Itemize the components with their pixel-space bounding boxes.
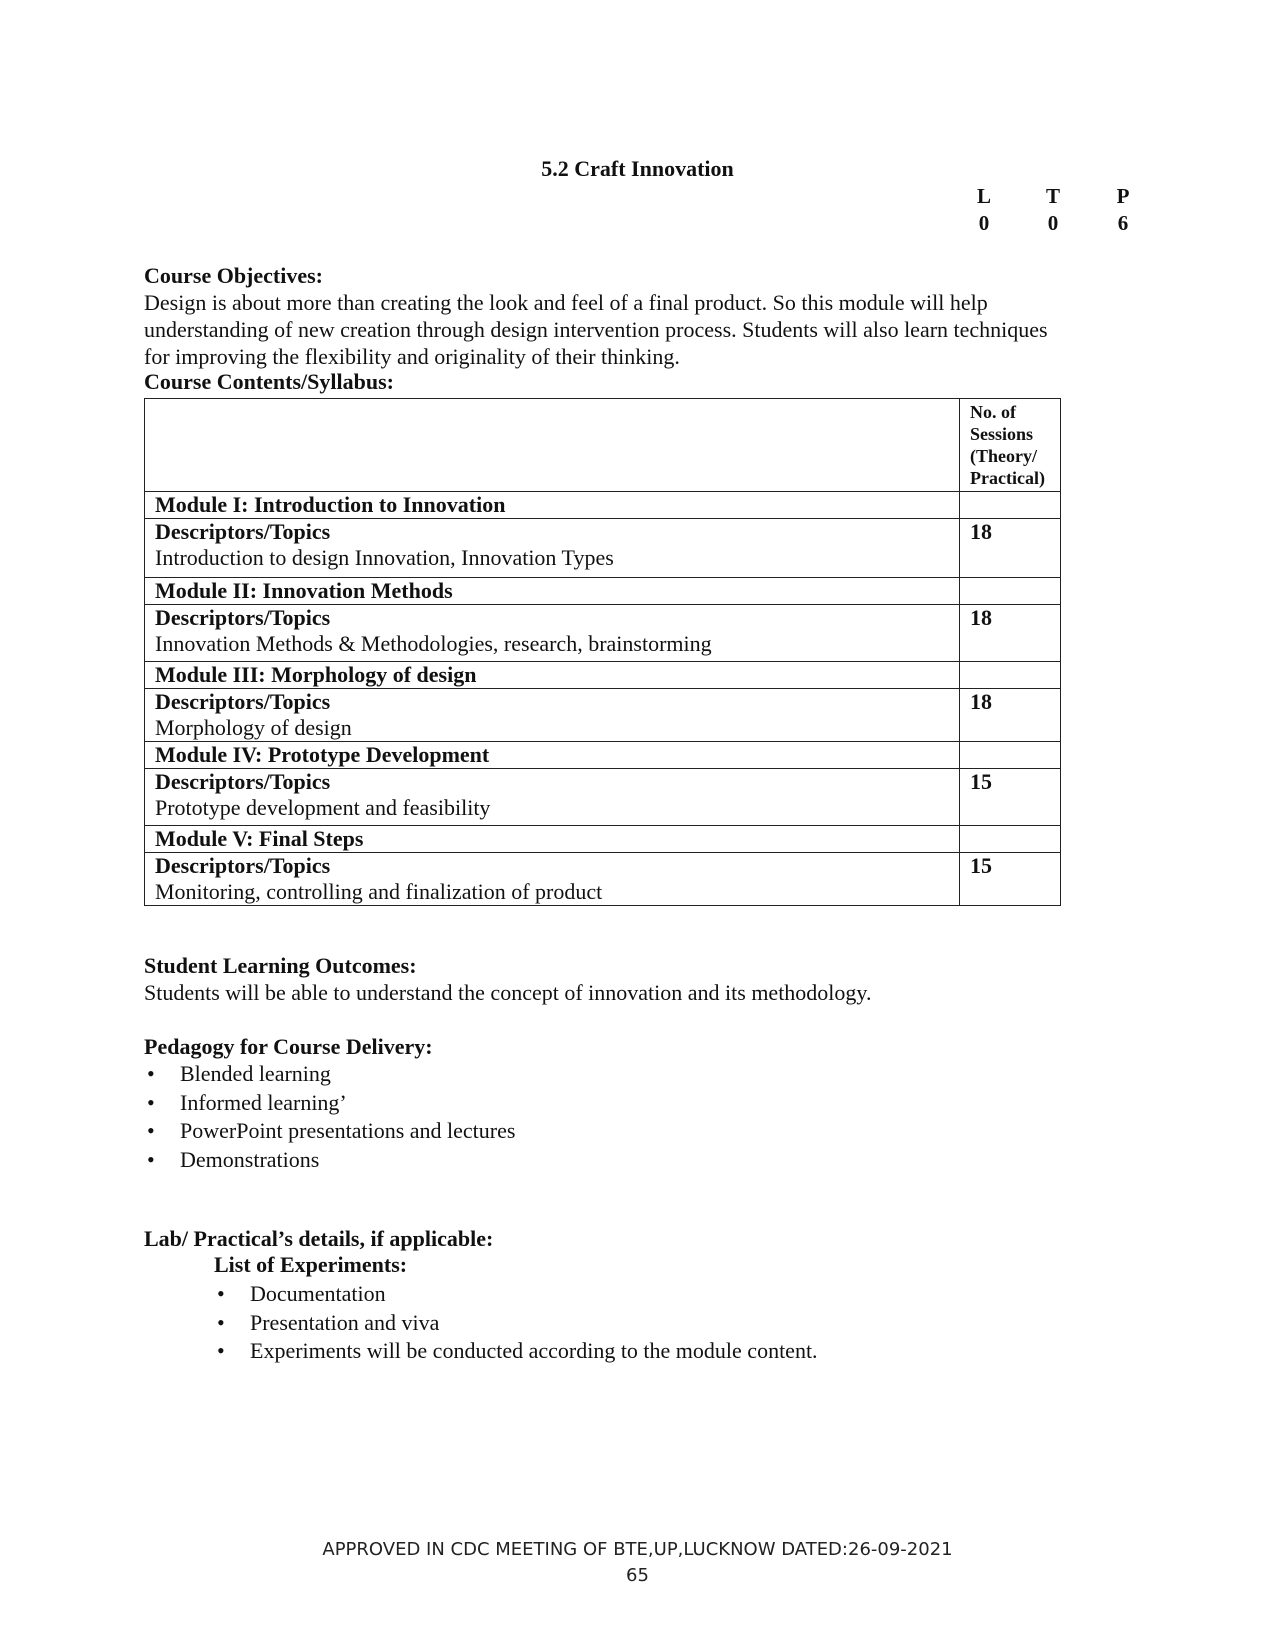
- list-item: [214, 1309, 818, 1338]
- outcomes-text: Students will be able to understand the concept of innovation and its methodology.: [144, 980, 872, 1005]
- bullet-icon: •: [217, 1309, 225, 1335]
- module-sessions-empty: [960, 578, 1061, 605]
- module-title: Module IV: Prototype Development: [145, 742, 960, 769]
- objectives-text: [144, 289, 1144, 370]
- list-item: [214, 1280, 818, 1309]
- descriptor-cell: [145, 689, 960, 742]
- sessions-count: 18: [960, 605, 1061, 662]
- sessions-header-line: No. of: [970, 402, 1016, 422]
- descriptor-label: Descriptors/Topics: [155, 769, 331, 794]
- module-title: Module II: Innovation Methods: [145, 578, 960, 605]
- ltp-l: [969, 183, 999, 237]
- descriptor-row: [145, 769, 1061, 826]
- module-row: [145, 742, 1061, 769]
- sessions-count: 18: [960, 519, 1061, 578]
- bullet-icon: •: [147, 1089, 155, 1115]
- module-sessions-empty: [960, 826, 1061, 853]
- objectives-line: understanding of new creation through design intervention process. Students will also learn techniques: [144, 317, 1048, 342]
- descriptor-label: Descriptors/Topics: [155, 605, 331, 630]
- descriptor-label: Descriptors/Topics: [155, 689, 331, 714]
- page-title: 5.2 Craft Innovation: [541, 156, 734, 181]
- sessions-count: 15: [960, 853, 1061, 906]
- ltp-p: [1108, 183, 1138, 237]
- objectives-heading: Course Objectives:: [144, 263, 324, 288]
- objectives-line: for improving the flexibility and originality of their thinking.: [144, 344, 680, 369]
- descriptor-text: Introduction to design Innovation, Innovation Types: [155, 545, 614, 570]
- module-sessions-empty: [960, 742, 1061, 769]
- ltp-t: [1038, 183, 1068, 237]
- module-title: Module I: Introduction to Innovation: [145, 492, 960, 519]
- descriptor-cell: [145, 519, 960, 578]
- table-header-row: [145, 399, 1061, 492]
- descriptor-label: Descriptors/Topics: [155, 519, 331, 544]
- bullet-icon: •: [147, 1118, 155, 1143]
- sessions-count: 15: [960, 769, 1061, 826]
- descriptor-text: Monitoring, controlling and finalization of product: [155, 879, 603, 904]
- ltp-t-header: T: [1045, 184, 1060, 208]
- table-header-topic-cell: [145, 399, 960, 492]
- module-row: [145, 826, 1061, 853]
- bullet-icon: •: [147, 1146, 155, 1172]
- descriptor-label: Descriptors/Topics: [155, 853, 331, 878]
- module-row: [145, 578, 1061, 605]
- list-item-text: Presentation and viva: [250, 1309, 440, 1335]
- pedagogy-list: [144, 1060, 515, 1174]
- descriptor-row: [145, 519, 1061, 578]
- syllabus-heading: Course Contents/Syllabus:: [144, 369, 394, 394]
- bullet-icon: •: [217, 1338, 225, 1363]
- ltp-t-value: 0: [1047, 211, 1059, 235]
- list-item: [144, 1089, 515, 1118]
- descriptor-text: Morphology of design: [155, 715, 352, 740]
- bullet-icon: •: [147, 1061, 155, 1086]
- footer: [0, 1537, 1275, 1589]
- ltp-p-header: P: [1116, 184, 1130, 208]
- list-item-text: PowerPoint presentations and lectures: [180, 1118, 516, 1143]
- module-row: [145, 662, 1061, 689]
- ltp-l-value: 0: [978, 211, 990, 235]
- syllabus-table: [144, 398, 1061, 906]
- descriptor-row: [145, 689, 1061, 742]
- module-sessions-empty: [960, 662, 1061, 689]
- ltp-l-header: L: [976, 184, 991, 208]
- module-sessions-empty: [960, 492, 1061, 519]
- sessions-header-line: Practical): [970, 468, 1045, 488]
- ltp-p-value: 6: [1117, 211, 1129, 235]
- objectives-line: Design is about more than creating the look and feel of a final product. So this module will help: [144, 290, 988, 315]
- page-number: 65: [626, 1565, 649, 1586]
- descriptor-row: [145, 853, 1061, 906]
- sessions-header: [960, 399, 1061, 492]
- list-item: [144, 1117, 515, 1146]
- descriptor-text: Prototype development and feasibility: [155, 795, 491, 820]
- experiments-heading: List of Experiments:: [214, 1252, 408, 1277]
- descriptor-cell: [145, 605, 960, 662]
- bullet-icon: •: [217, 1281, 225, 1306]
- descriptor-row: [145, 605, 1061, 662]
- sessions-header-line: Sessions: [970, 424, 1034, 444]
- module-row: [145, 492, 1061, 519]
- descriptor-text: Innovation Methods & Methodologies, research, brainstorming: [155, 631, 712, 656]
- list-item: [144, 1060, 515, 1089]
- sessions-header-line: (Theory/: [970, 446, 1037, 466]
- descriptor-cell: [145, 853, 960, 906]
- list-item-text: Documentation: [250, 1281, 386, 1306]
- outcomes-heading: Student Learning Outcomes:: [144, 953, 417, 978]
- lab-heading: Lab/ Practical’s details, if applicable:: [144, 1226, 494, 1251]
- module-title: Module III: Morphology of design: [145, 662, 960, 689]
- list-item-text: Informed learning’: [180, 1089, 347, 1115]
- footer-approval: APPROVED IN CDC MEETING OF BTE,UP,LUCKNOW DATED:26-09-2021: [322, 1539, 953, 1560]
- list-item-text: Demonstrations: [180, 1146, 320, 1172]
- module-title: Module V: Final Steps: [145, 826, 960, 853]
- list-item: [214, 1337, 818, 1366]
- list-item-text: Blended learning: [180, 1061, 331, 1086]
- list-item: [144, 1146, 515, 1175]
- pedagogy-heading: Pedagogy for Course Delivery:: [144, 1034, 433, 1059]
- descriptor-cell: [145, 769, 960, 826]
- list-item-text: Experiments will be conducted according to the module content.: [250, 1338, 818, 1363]
- experiments-list: [214, 1280, 818, 1366]
- sessions-count: 18: [960, 689, 1061, 742]
